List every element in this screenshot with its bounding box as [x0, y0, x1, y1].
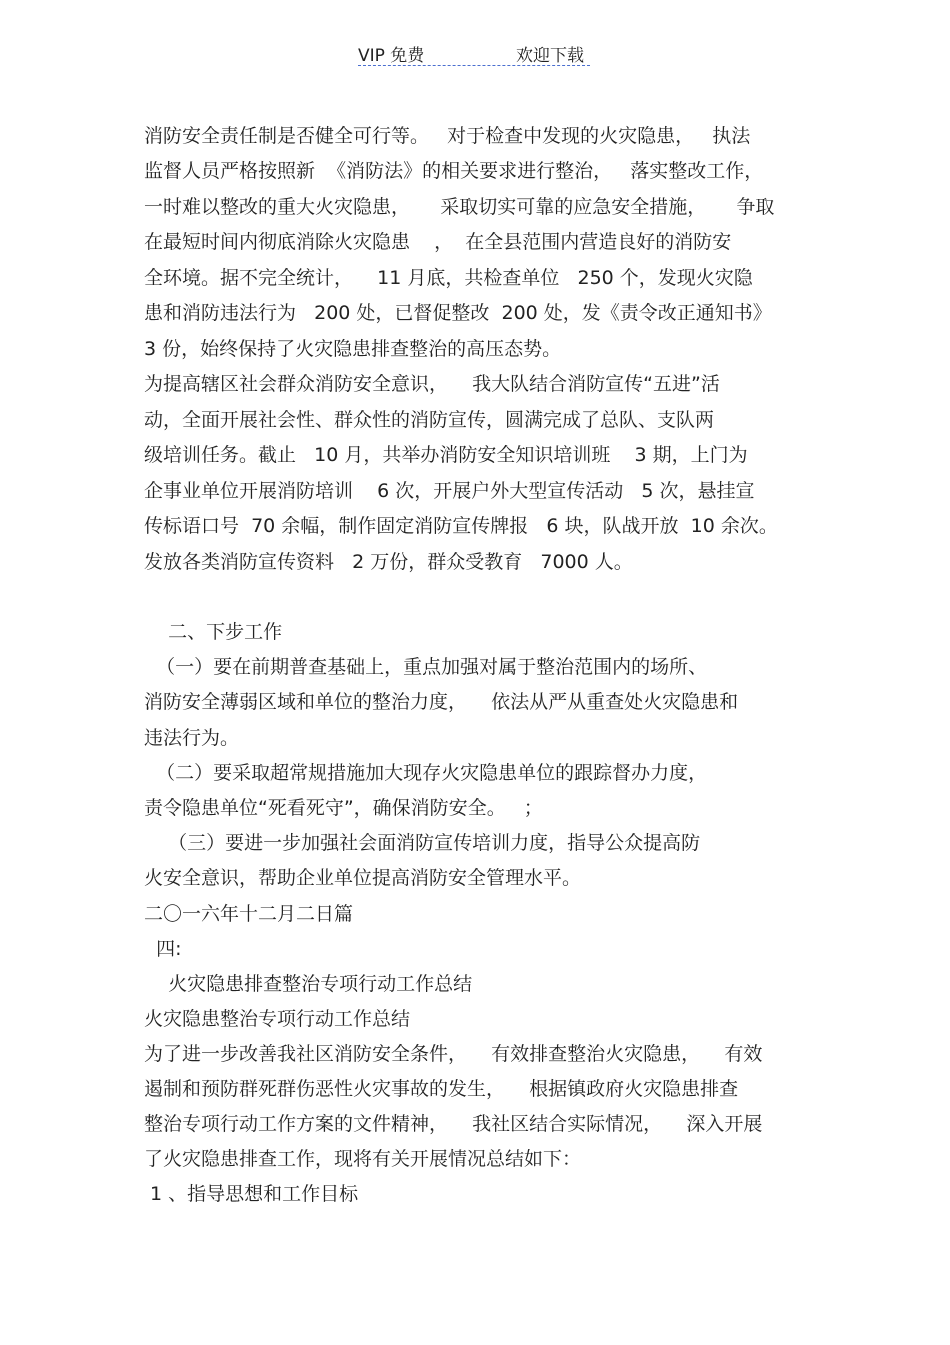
text-line: 企事业单位开展消防培训 6 次，开展户外大型宣传活动 5 次，悬挂宣 — [144, 480, 755, 502]
text-line: 级培训任务。截止 10 月，共举办消防安全知识培训班 3 期，上门为 — [144, 444, 748, 466]
page-header — [358, 41, 590, 66]
date-line: 二〇一六年十二月二日篇 — [144, 903, 354, 925]
text-line: 消防安全薄弱区域和单位的整治力度， 依法从严从重查处火灾隐患和 — [144, 691, 739, 713]
text-line: 违法行为。 — [144, 727, 240, 749]
text-line: 责令隐患单位“死看死守”，确保消防安全。 ； — [144, 797, 543, 819]
text-line: 患和消防违法行为 200 处，已督促整改 200 处，发《责令改正通知书》 — [144, 302, 772, 324]
text-line: 火安全意识，帮助企业单位提高消防安全管理水平。 — [144, 867, 582, 889]
text-line: 发放各类消防宣传资料 2 万份，群众受教育 7000 人。 — [144, 551, 633, 573]
text-line: （二）要采取超常规措施加大现存火灾隐患单位的跟踪督办力度， — [144, 762, 708, 784]
text-line: 全环境。据不完全统计， 11 月底，共检查单位 250 个，发现火灾隐 — [144, 267, 753, 289]
text-line: （三）要进一步加强社会面消防宣传培训力度，指导公众提高防 — [144, 832, 701, 854]
text-line: 3 份，始终保持了火灾隐患排查整治的高压态势。 — [144, 338, 562, 360]
subtitle: 火灾隐患排查整治专项行动工作总结 — [144, 973, 473, 995]
text-line: 为了进一步改善我社区消防安全条件， 有效排查整治火灾隐患， 有效 — [144, 1043, 763, 1065]
title: 火灾隐患整治专项行动工作总结 — [144, 1008, 411, 1030]
text-line: 了火灾隐患排查工作，现将有关开展情况总结如下： — [144, 1148, 582, 1170]
text-line: 动，全面开展社会性、群众性的消防宣传，圆满完成了总队、支队两 — [144, 409, 715, 431]
text-line: 为提高辖区社会群众消防安全意识， 我大队结合消防宣传“五进”活 — [144, 373, 720, 395]
text-line: 在最短时间内彻底消除火灾隐患 ， 在全县范围内营造良好的消防安 — [144, 231, 732, 253]
numbered-heading: 1 、指导思想和工作目标 — [144, 1183, 359, 1205]
text-line: 四: — [144, 938, 182, 960]
text-line: 一时难以整改的重大火灾隐患， 采取切实可靠的应急安全措施， 争取 — [144, 196, 775, 218]
text-line: 传标语口号 70 余幅，制作固定消防宣传牌报 6 块，队战开放 10 余次。 — [144, 515, 778, 537]
header-vip-label: VIP 免费 — [358, 46, 425, 66]
header-welcome-label: 欢迎下载 — [516, 46, 584, 66]
section-heading: 二、下步工作 — [144, 621, 283, 643]
text-line: 遏制和预防群死群伤恶性火灾事故的发生， 根据镇政府火灾隐患排查 — [144, 1078, 739, 1100]
text-line: 消防安全责任制是否健全可行等。 对于检查中发现的火灾隐患， 执法 — [144, 125, 751, 147]
text-line: （一）要在前期普查基础上，重点加强对属于整治范围内的场所、 — [144, 656, 708, 678]
text-line: 整治专项行动工作方案的文件精神， 我社区结合实际情况， 深入开展 — [144, 1113, 763, 1135]
text-line: 监督人员严格按照新 《消防法》的相关要求进行整治， 落实整改工作， — [144, 160, 764, 182]
